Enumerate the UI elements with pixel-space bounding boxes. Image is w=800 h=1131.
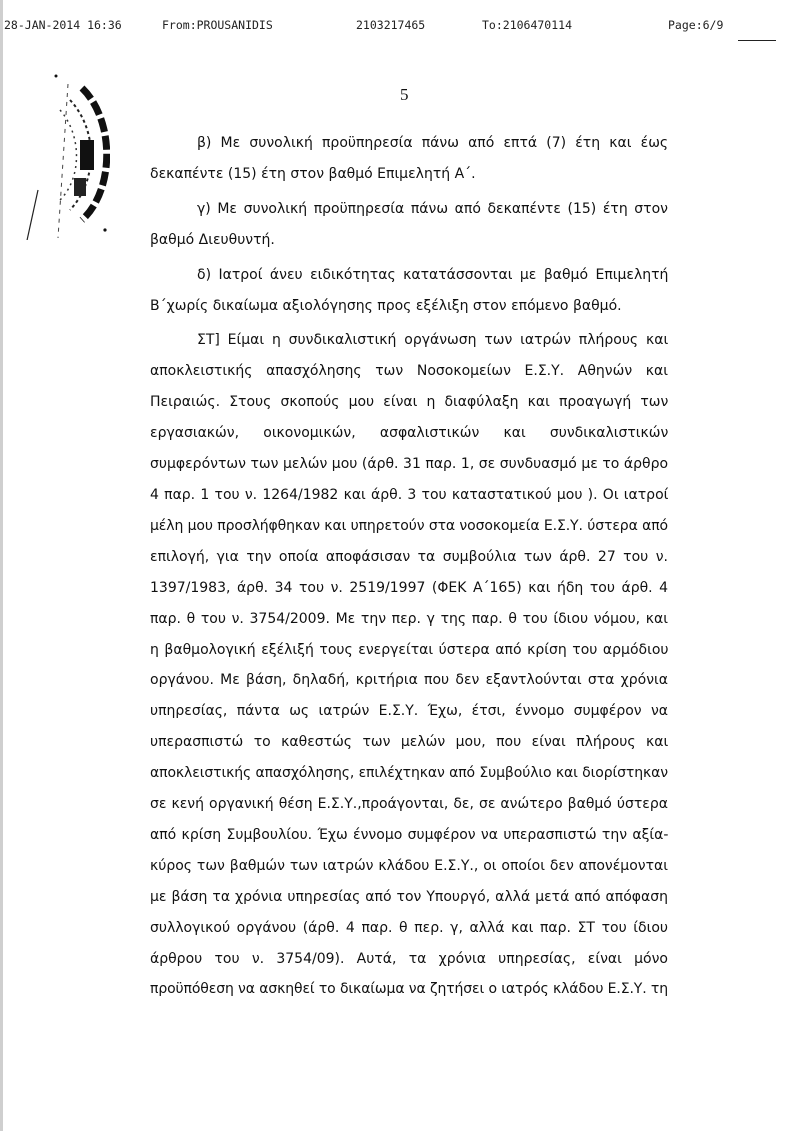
document-body — [150, 128, 668, 1005]
paragraph-beta — [150, 128, 668, 190]
fax-datetime: 28-JAN-2014 16:36 — [4, 18, 122, 32]
paragraph-delta — [150, 260, 668, 322]
text-line: άρθρου του ν. 3754/09). Αυτά, τα χρόνια υπηρεσίας, είναι μόνο — [150, 950, 668, 967]
page-number: 5 — [400, 85, 409, 104]
text-line: εργασιακών, οικονομικών, ασφαλιστικών και συνδικαλιστικών — [150, 425, 669, 442]
text-line: γ) Με συνολική προϋπηρεσία πάνω από δεκαπέντε (15) έτη στον — [197, 200, 668, 217]
text-line: κύρος των βαθμών των ιατρών κλάδου Ε.Σ.Υ., οι οποίοι δεν απονέμονται — [150, 857, 668, 874]
fax-to: To:2106470114 — [482, 18, 573, 32]
text-line: 1397/1983, άρθ. 34 του ν. 2519/1997 (ΦΕΚ Α΄165) και ήδη του άρθ. 4 — [150, 579, 669, 596]
fax-from: From:PROUSANIDIS — [162, 18, 273, 32]
fax-page: Page:6/9 — [668, 18, 724, 32]
text-line: επιλογή, για την οποία αποφάσισαν τα συμβούλια των άρθ. 27 του ν. — [150, 548, 668, 565]
text-line: σε κενή οργανική θέση Ε.Σ.Υ.,προάγονται, δε, σε ανώτερο βαθμό ύστερα — [150, 796, 668, 813]
text-line: δ) Ιατροί άνευ ειδικότητας κατατάσσονται με βαθμό Επιμελητή — [197, 266, 669, 283]
text-line: από κρίση Συμβουλίου. Έχω έννομο συμφέρον να υπερασπιστώ την αξία- — [150, 826, 669, 843]
text-line: με βάση τα χρόνια υπηρεσίας από τον Υπουργό, αλλά μετά από απόφαση — [150, 888, 668, 905]
text-line: υπηρεσίας, πάντα ως ιατρών Ε.Σ.Υ. Έχω, έτσι, έννομο συμφέρον να — [150, 703, 668, 720]
fax-header — [0, 18, 800, 40]
text-line: προϋπόθεση να ασκηθεί το δικαίωμα να ζητήσει ο ιατρός κλάδου Ε.Σ.Υ. τη — [150, 981, 668, 998]
official-seal-stamp-icon — [20, 70, 110, 240]
text-line: συμφερόντων των μελών μου (άρθ. 31 παρ. 1, σε συνδυασμό με το άρθρο — [150, 456, 669, 473]
text-line: β) Με συνολική προϋπηρεσία πάνω από επτά (7) έτη και έως — [197, 135, 669, 151]
text-line: 4 παρ. 1 του ν. 1264/1982 και άρθ. 3 του καταστατικού μου ). Οι ιατροί — [150, 486, 669, 503]
text-line: δεκαπέντε (15) έτη στον βαθμό Επιμελητή Α΄. — [150, 165, 476, 182]
text-line: Β΄χωρίς δικαίωμα αξιολόγησης προς εξέλιξη στον επόμενο βαθμό. — [150, 297, 622, 314]
text-line: οργάνου. Με βάση, δηλαδή, κριτήρια που δεν εξαντλούνται στα χρόνια — [150, 672, 668, 689]
paragraph-gamma — [150, 194, 668, 256]
text-line: συλλογικού οργάνου (άρθ. 4 παρ. θ περ. γ, αλλά και παρ. ΣΤ του ίδιου — [150, 919, 668, 936]
text-line: αποκλειστικής απασχόλησης, επιλέχτηκαν από Συμβούλιο και διορίστηκαν — [150, 765, 668, 782]
fax-underline — [738, 40, 776, 41]
text-line: ΣΤ] Είμαι η συνδικαλιστική οργάνωση των ιατρών πλήρους και — [197, 332, 669, 349]
text-line: αποκλειστικής απασχόλησης των Νοσοκομείων Ε.Σ.Υ. Αθηνών και — [150, 363, 668, 380]
paragraph-st — [150, 325, 668, 1005]
text-line: βαθμό Διευθυντή. — [150, 231, 275, 248]
text-line: παρ. θ του ν. 3754/2009. Με την περ. γ της παρ. θ του ίδιου νόμου, και — [150, 610, 668, 627]
text-line: υπερασπιστώ το καθεστώς των μελών μου, που είναι πλήρους και — [150, 734, 669, 751]
text-line: η βαθμολογική εξέλιξή τους ενεργείται ύστερα από κρίση του αρμόδιου — [150, 641, 669, 658]
text-line: μέλη μου προσλήφθηκαν και υπηρετούν στα νοσοκομεία Ε.Σ.Υ. ύστερα από — [150, 517, 668, 534]
text-line: Πειραιώς. Στους σκοπούς μου είναι η διαφύλαξη και προαγωγή των — [150, 394, 669, 411]
scan-left-edge — [0, 0, 3, 1131]
fax-sender-number: 2103217465 — [356, 18, 426, 32]
